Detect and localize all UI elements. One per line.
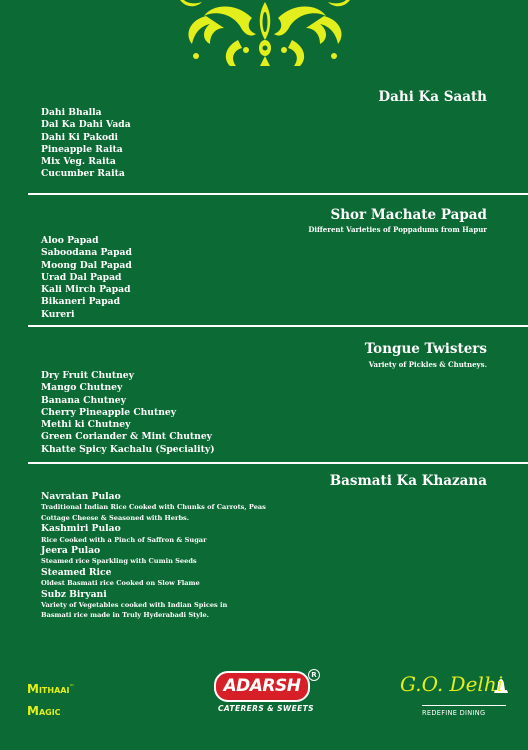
section-subtitle-chutneys: Variety of Pickles & Chutneys. (368, 360, 487, 369)
adarsh-tagline: CATERERS & SWEETS (218, 704, 314, 713)
list-item: Dal Ka Dahi Vada (41, 119, 131, 131)
list-item: Dahi Bhalla (41, 107, 102, 118)
section-title-dahi-ka-saath: Dahi Ka Saath (378, 89, 487, 105)
dish-description: Variety of Vegetables cooked with Indian Spices in (41, 601, 228, 610)
dish-name: Kashmiri Pulao (41, 523, 121, 535)
divider (28, 462, 528, 464)
section-title-basmati-ka-khazana: Basmati Ka Khazana (329, 473, 487, 489)
registered-mark: R (308, 669, 320, 681)
dish-name: Subz Biryani (41, 588, 107, 600)
list-item: Methi ki Chutney (41, 419, 131, 431)
adarsh-name: ADARSH (214, 671, 310, 702)
dish-name: Jeera Pulao (41, 545, 101, 557)
mithaai-magic-logo (27, 676, 74, 722)
go-delhi-wordmark: G.O. Delhi (400, 672, 504, 696)
list-item: Banana Chutney (41, 394, 126, 406)
papad-items-list (41, 235, 132, 321)
list-item: Bikaneri Papad (41, 296, 121, 308)
list-item: Kali Mirch Papad (41, 284, 131, 296)
floral-ornament-icon (176, 0, 354, 66)
list-item: Pineapple Raita (41, 143, 123, 155)
mithaai-word: Mithaai (27, 682, 70, 696)
rice-dishes-list (41, 491, 266, 621)
dish-description: Cottage Cheese & Seasoned with Herbs. (41, 513, 190, 522)
list-item: Mango Chutney (41, 382, 123, 394)
divider (422, 705, 506, 706)
divider (28, 325, 528, 327)
dish-name: Steamed Rice (41, 566, 112, 578)
list-item: Cherry Pineapple Chutney (41, 406, 177, 418)
go-delhi-logo (396, 672, 516, 720)
list-item: Saboodana Papad (41, 247, 132, 259)
list-item: Moong Dal Papad (41, 259, 132, 271)
list-item: Dry Fruit Chutney (41, 370, 134, 381)
divider (28, 193, 528, 195)
dish-description: Traditional Indian Rice Cooked with Chunks of Carrots, Peas (41, 503, 266, 512)
list-item: Aloo Papad (41, 235, 99, 246)
list-item: Cucumber Raita (41, 168, 125, 180)
dish-description: Steamed rice Sparkling with Cumin Seeds (41, 557, 197, 566)
dish-name: Navratan Pulao (41, 491, 121, 502)
magic-word: Magic (27, 704, 61, 718)
list-item: Dahi Ki Pakodi (41, 131, 118, 143)
adarsh-logo (212, 669, 322, 719)
go-delhi-tagline: REDEFINE DINING (422, 709, 486, 717)
list-item: Green Coriander & Mint Chutney (41, 431, 213, 443)
chutney-items-list (41, 370, 215, 456)
section-title-tongue-twisters: Tongue Twisters (364, 341, 487, 357)
dahi-items-list (41, 107, 131, 181)
list-item: Khatte Spicy Kachalu (Speciality) (41, 443, 215, 455)
list-item: Urad Dal Papad (41, 271, 122, 283)
list-item: Mix Veg. Raita (41, 156, 116, 168)
dish-description: Rice Cooked with a Pinch of Saffron & Sugar (41, 535, 207, 544)
section-title-shor-machate-papad: Shor Machate Papad (330, 207, 487, 223)
list-item: Kureri (41, 308, 75, 320)
section-subtitle-papad: Different Varieties of Poppadums from Hapur (308, 225, 487, 234)
trademark-mark: ™ (69, 684, 75, 690)
dish-description: Oldest Basmati rice Cooked on Slow Flame (41, 579, 200, 588)
dish-description: Basmati rice made in Truly Hyderabadi Style. (41, 611, 209, 620)
